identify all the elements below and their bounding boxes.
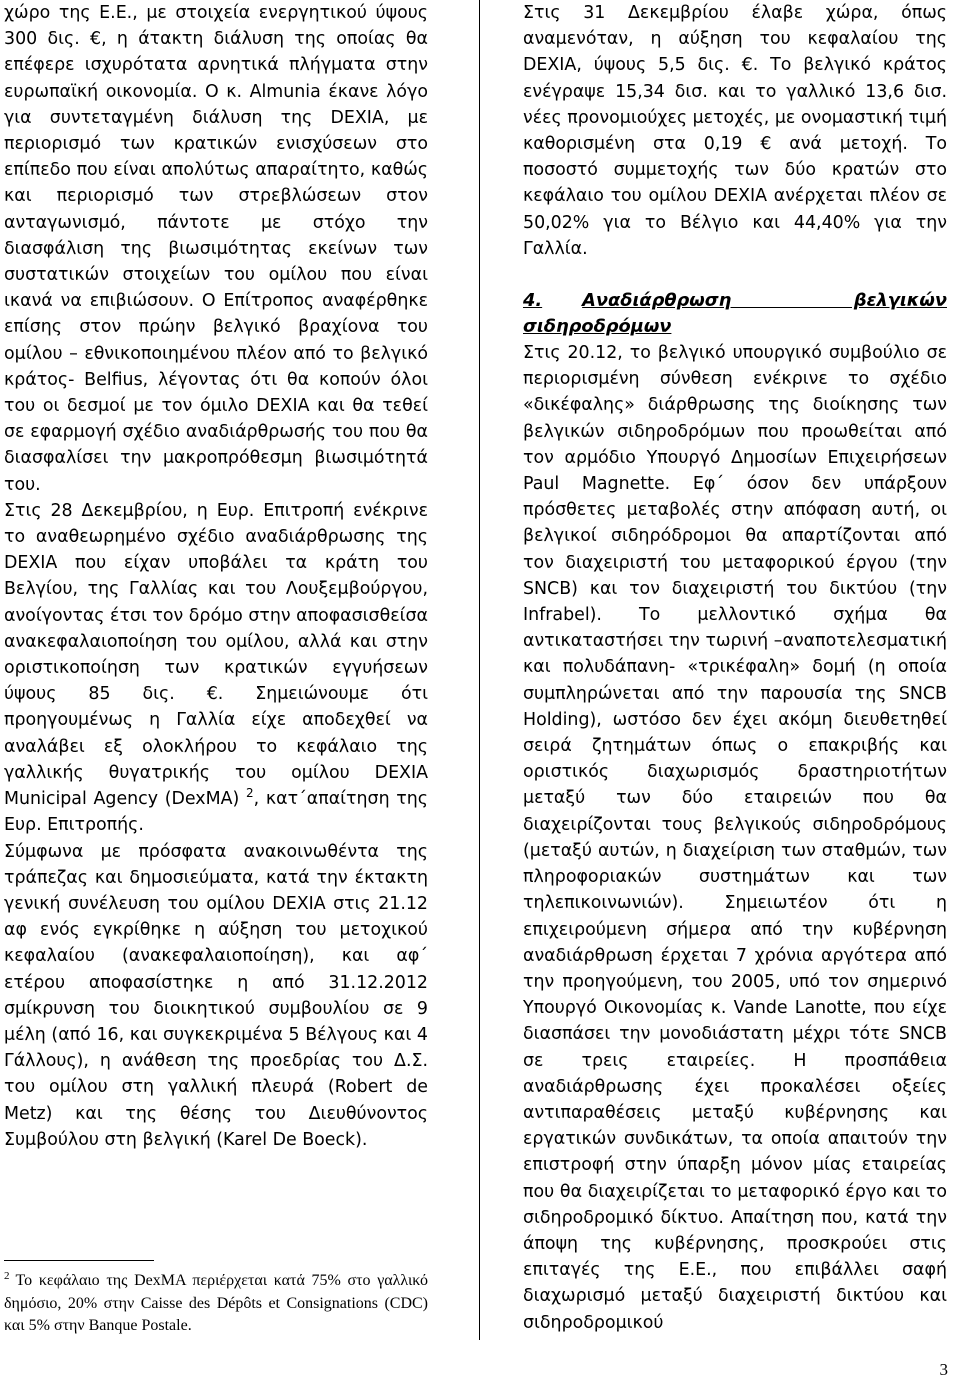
page-number: 3 [939, 1360, 948, 1379]
section-heading [523, 288, 947, 340]
footnote [4, 1270, 428, 1338]
column-divider [479, 0, 480, 1340]
right-paragraph-1: Στις 31 Δεκεμβρίου έλαβε χώρα, όπως αναμενόταν, η αύξηση του κεφαλαίου της DEXIA, ύψους 5,5 δις. €. Το βελγικό κράτος ενέγραψε 15,34 δισ. και το γαλλικό 13,6 δισ. νέες προνομιούχες μετοχές, με ονομαστική τιμή καθορισμένη στα 0,19 € ανά μετοχή. Το ποσοστό συμμετοχής των δύο κρατών στο κεφάλαιο του ομίλου DEXIA ανέρχεται πλέον σε 50,02% για το Βέλγιο και 44,40% για την Γαλλία. [523, 3, 947, 259]
footnote-mark: 2 [4, 1269, 10, 1282]
left-paragraph-2-tail: , κατ΄απαίτηση της Ευρ. Επιτροπής. [4, 789, 429, 836]
left-paragraph-3: Σύμφωνα με πρόσφατα ανακοινωθέντα της τράπεζας και δημοσιεύματα, κατά την έκτακτη γενική συνέλευση του ομίλου DEXIA στις 21.12 αφ ενός εγκρίθηκε η αύξηση του μετοχικού κεφαλαίου (ανακεφαλαιοποίηση), και αφ΄ ετέρου αποφασίστηκε η από 31.12.2012 σμίκρυνση του διοικητικού συμβουλίου σε 9 μέλη (από 16, και συγκεκριμένα 5 Βέλγους και 4 Γάλλους), η ανάθεση της προεδρίας του Δ.Σ. του ομίλου στη γαλλική πλευρά (Robert de Metz) και της θέσης του Διευθύνοντος Συμβούλου στη βελγική (Karel De Boeck). [4, 841, 428, 1150]
right-column [523, 0, 947, 1336]
left-paragraph-2-text: Στις 28 Δεκεμβρίου, η Ευρ. Επιτροπή ενέκρινε το αναθεωρημένο σχέδιο αναδιάρθρωσης της DEXIA που είχαν υποβάλει τα κράτη του Βελγίου, της Γαλλίας και του Λουξεμβούργου, ανοίγοντας έτσι τον δρόμο στην αποφασισθείσα ανακεφαλαιοποίηση του ομίλου, αλλά και στην οριστικοποίηση των κρατικών εγγυήσεων ύψους 85 δις. €. Σημειώνουμε ότι προηγουμένως η Γαλλία είχε αποδεχθεί να αναλάβει εξ ολοκλήρου το κεφάλαιο της γαλλικής θυγατρικής του ομίλου DEXIA Municipal Agency (DexMA) [4, 500, 428, 810]
left-column [4, 0, 428, 1153]
footnote-reference[interactable]: 2 [246, 786, 254, 801]
left-paragraph-2 [4, 498, 428, 839]
section-heading-title: Αναδιάρθρωση βελγικών σιδηροδρόμων [523, 290, 947, 338]
right-paragraph-2: Στις 20.12, το βελγικό υπουργικό συμβούλιο σε περιορισμένη σύνθεση ενέκρινε το σχέδιο «δικέφαλης» διάρθρωσης της διοίκησης των βελγικών σιδηροδρόμων που προωθείται από τον αρμόδιο Υπουργό Δημοσίων Επιχειρήσεων Paul Magnette. Εφ΄ όσον δεν υπάρξουν πρόσθετες μεταβολές στην απόφαση αυτή, οι βελγικοί σιδηρόδρομοι θα απαρτίζονται από τον διαχειριστή του μεταφορικού έργου (την SNCB) και τον διαχειριστή του δικτύου (την Infrabel). Το μελλοντικό σχήμα θα αντικαταστήσει την τωρινή –αναποτελεσματική και πολυδάπανη- «τρικέφαλη» δομή (η οποία συμπληρώνεται από την παρουσία της SNCB Holding), ωστόσο δεν έχει ακόμη διευθετηθεί σειρά ζητημάτων όπως ο επακριβής και οριστικός διαχωρισμός δραστηριοτήτων μεταξύ των δύο εταιρειών που θα διαχειρίζονται τους βελγικούς σιδηροδρόμους (μεταξύ αυτών, η διαχείριση των σταθμών, των πληροφοριακών συστημάτων και των τηλεπικοινωνιών). Σημειωτέον ότι η επιχειρούμενη σήμερα από την κυβέρνηση αναδιάρθρωση έρχεται 7 χρόνια αργότερα από την προηγούμενη, του 2005, υπό τον σημερινό Υπουργό Οικονομίας κ. Vande Lanotte, που είχε διασπάσει την μονοδιάστατη μέχρι τότε SNCB σε τρεις εταιρείες. Η προσπάθεια αναδιάρθρωσης έχει προκαλέσει οξείες αντιπαραθέσεις μεταξύ κυβέρνησης και εργατικών συνδικάτων, τα οποία απαιτούν την επιστροφή στην ύπαρξη μόνον μίας εταιρείας που θα διαχειρίζεται το μεταφορικό έργο και το σιδηροδρομικό δίκτυο. Απαίτηση που, κατά την άποψη της κυβέρνησης, προσκρούει στις επιταγές της Ε.Ε., που επιβάλλει σαφή διαχωρισμό μεταξύ διαχειριστή δικτύου και σιδηροδρομικού [523, 343, 947, 1333]
footnote-text: Το κεφάλαιο της DexMA περιέρχεται κατά 75% στο γαλλικό δημόσιο, 20% στην Caisse des Dépôts et Consignations (CDC) και 5% στην Banque Postale. [4, 1272, 428, 1334]
section-heading-number: 4. [523, 290, 543, 312]
left-paragraph-1: χώρο της Ε.Ε., με στοιχεία ενεργητικού ύψους 300 δις. €, η άτακτη διάλυση της οποίας θα επέφερε ισχυρότατα αρνητικά πλήγματα στην ευρωπαϊκή οικονομία. Ο κ. Almunia έκανε λόγο για συντεταγμένη διάλυση της DEXIA, με περιορισμό των κρατικών ενισχύσεων στο επίπεδο που είναι απολύτως απαραίτητο, καθώς και περιορισμό των στρεβλώσεων στον ανταγωνισμό, πάντοτε με στόχο την διασφάλιση της βιωσιμότητας εκείνων των συστατικών στοιχείων του ομίλου που είναι ικανά να επιβιώσουν. Ο Επίτροπος αναφέρθηκε επίσης στον πρώην βελγικό βραχίονα του ομίλου – εθνικοποιημένου πλέον από το βελγικό κράτος- Belfius, λέγοντας ότι θα κοπούν όλοι του οι δεσμοί με τον όμιλο DEXIA και θα τεθεί σε εφαρμογή σχέδιο αναδιάρθρωσής του που θα διασφαλίσει την μακροπρόθεσμη βιωσιμότητά του. [4, 3, 428, 495]
footnote-separator [4, 1260, 154, 1261]
